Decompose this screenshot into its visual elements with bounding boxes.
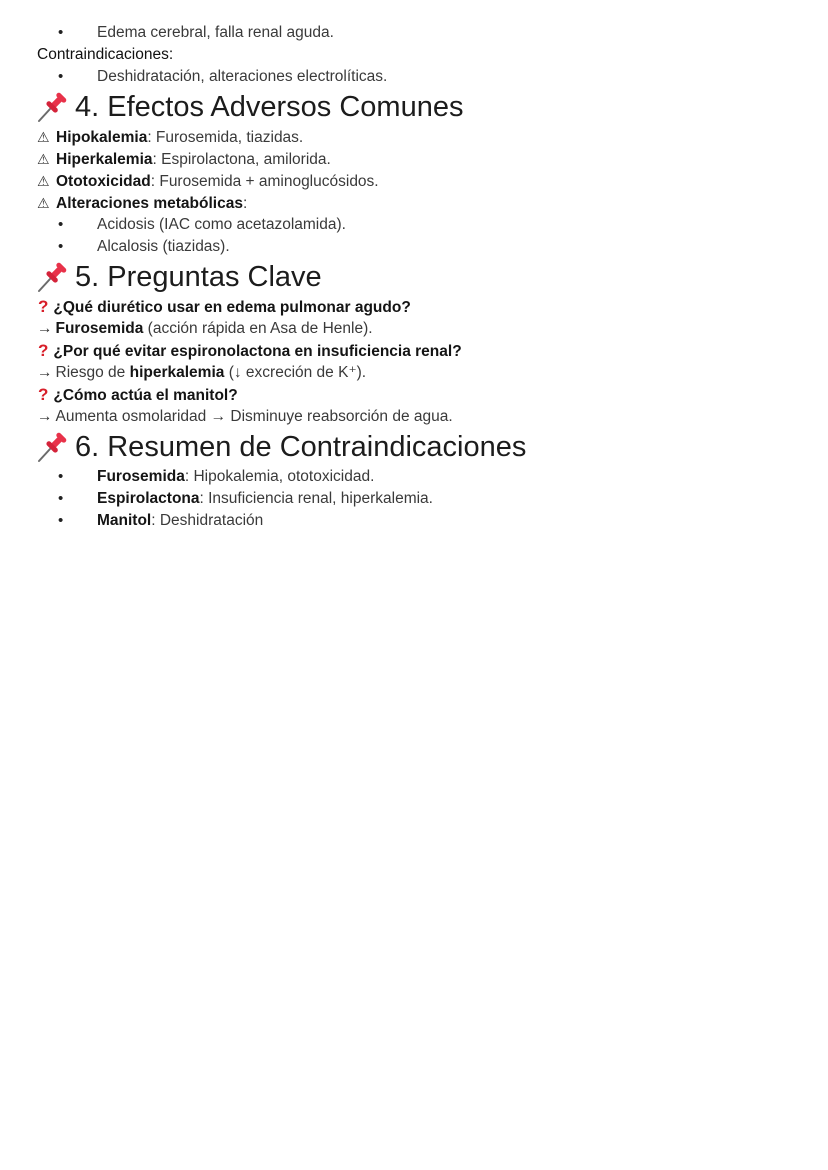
question-line — [37, 384, 808, 406]
section-heading-6 — [35, 430, 808, 464]
pushpin-icon — [35, 430, 69, 464]
heading-text: 4. Efectos Adversos Comunes — [75, 91, 464, 123]
bullet-text: Edema cerebral, falla renal aguda. — [97, 24, 334, 41]
indication-bullet — [37, 22, 808, 44]
bullet-icon: • — [58, 468, 64, 485]
effect-term: Alteraciones metabólicas — [56, 195, 243, 212]
adverse-effect-item — [37, 126, 808, 148]
effect-text: : Furosemida, tiazidas. — [147, 129, 304, 146]
answer-post: (↓ excreción de K⁺). — [224, 364, 367, 381]
adverse-effect-item — [37, 148, 808, 170]
pushpin-icon — [35, 260, 69, 294]
bullet-icon: • — [58, 68, 64, 85]
question-text: ¿Qué diurético usar en edema pulmonar agudo? — [53, 299, 411, 316]
answer-line — [37, 362, 808, 384]
question-line — [37, 340, 808, 362]
bullet-icon: • — [58, 216, 64, 233]
answer-bold: Furosemida — [55, 320, 144, 337]
bullet-icon: • — [58, 490, 64, 507]
drug-name: Manitol — [97, 512, 152, 529]
contraindication-summary-item — [37, 466, 808, 488]
contraindication-bullet — [37, 66, 808, 88]
bullet-icon: • — [58, 512, 64, 529]
question-text: ¿Por qué evitar espironolactona en insuficiencia renal? — [53, 343, 462, 360]
drug-name: Furosemida — [97, 468, 185, 485]
adverse-effect-item — [37, 170, 808, 192]
answer-bold: hiperkalemia — [129, 364, 225, 381]
warning-icon: ⚠ — [37, 173, 50, 189]
question-text: ¿Cómo actúa el manitol? — [53, 387, 238, 404]
metabolic-bullet — [37, 236, 808, 258]
drug-contraindication: : Deshidratación — [151, 512, 264, 529]
metabolic-bullet — [37, 214, 808, 236]
bullet-icon: • — [58, 238, 64, 255]
question-mark-icon: ? — [38, 385, 49, 404]
document-page — [37, 22, 808, 532]
contraindications-label — [37, 44, 808, 66]
effect-text: : Furosemida + aminoglucósidos. — [150, 173, 379, 190]
warning-icon: ⚠ — [37, 195, 50, 211]
effect-term: Ototoxicidad — [56, 173, 151, 190]
bullet-text: Deshidratación, alteraciones electrolíticas. — [97, 68, 388, 85]
drug-contraindication: : Insuficiencia renal, hiperkalemia. — [199, 490, 433, 507]
question-mark-icon: ? — [38, 297, 49, 316]
effect-text: : — [242, 195, 248, 212]
warning-icon: ⚠ — [37, 151, 50, 167]
bullet-text: Acidosis (IAC como acetazolamida). — [97, 216, 346, 233]
bullet-text: Alcalosis (tiazidas). — [97, 238, 230, 255]
heading-text: 6. Resumen de Contraindicaciones — [75, 431, 527, 463]
label-colon: : — [168, 46, 174, 63]
contraindication-summary-item — [37, 510, 808, 532]
arrow-right-icon: → — [37, 364, 53, 381]
question-mark-icon: ? — [38, 341, 49, 360]
arrow-right-icon: → — [37, 408, 53, 425]
pushpin-icon — [35, 90, 69, 124]
effect-term: Hiperkalemia — [56, 151, 153, 168]
answer-pre: Aumenta osmolaridad → Disminuye reabsorción de agua. — [55, 408, 453, 425]
answer-post: (acción rápida en Asa de Henle). — [143, 320, 373, 337]
heading-text: 5. Preguntas Clave — [75, 261, 322, 293]
drug-contraindication: : Hipokalemia, ototoxicidad. — [184, 468, 375, 485]
contraindication-summary-item — [37, 488, 808, 510]
answer-line — [37, 406, 808, 428]
answer-pre: Riesgo de — [55, 364, 130, 381]
warning-icon: ⚠ — [37, 129, 50, 145]
arrow-right-icon: → — [37, 320, 53, 337]
question-line — [37, 296, 808, 318]
answer-line — [37, 318, 808, 340]
section-heading-5 — [35, 260, 808, 294]
drug-name: Espirolactona — [97, 490, 200, 507]
effect-term: Hipokalemia — [56, 129, 148, 146]
bullet-icon: • — [58, 24, 64, 41]
effect-text: : Espirolactona, amilorida. — [152, 151, 331, 168]
section-heading-4 — [35, 90, 808, 124]
label-text: Contraindicaciones — [37, 46, 169, 63]
adverse-effect-item — [37, 192, 808, 214]
